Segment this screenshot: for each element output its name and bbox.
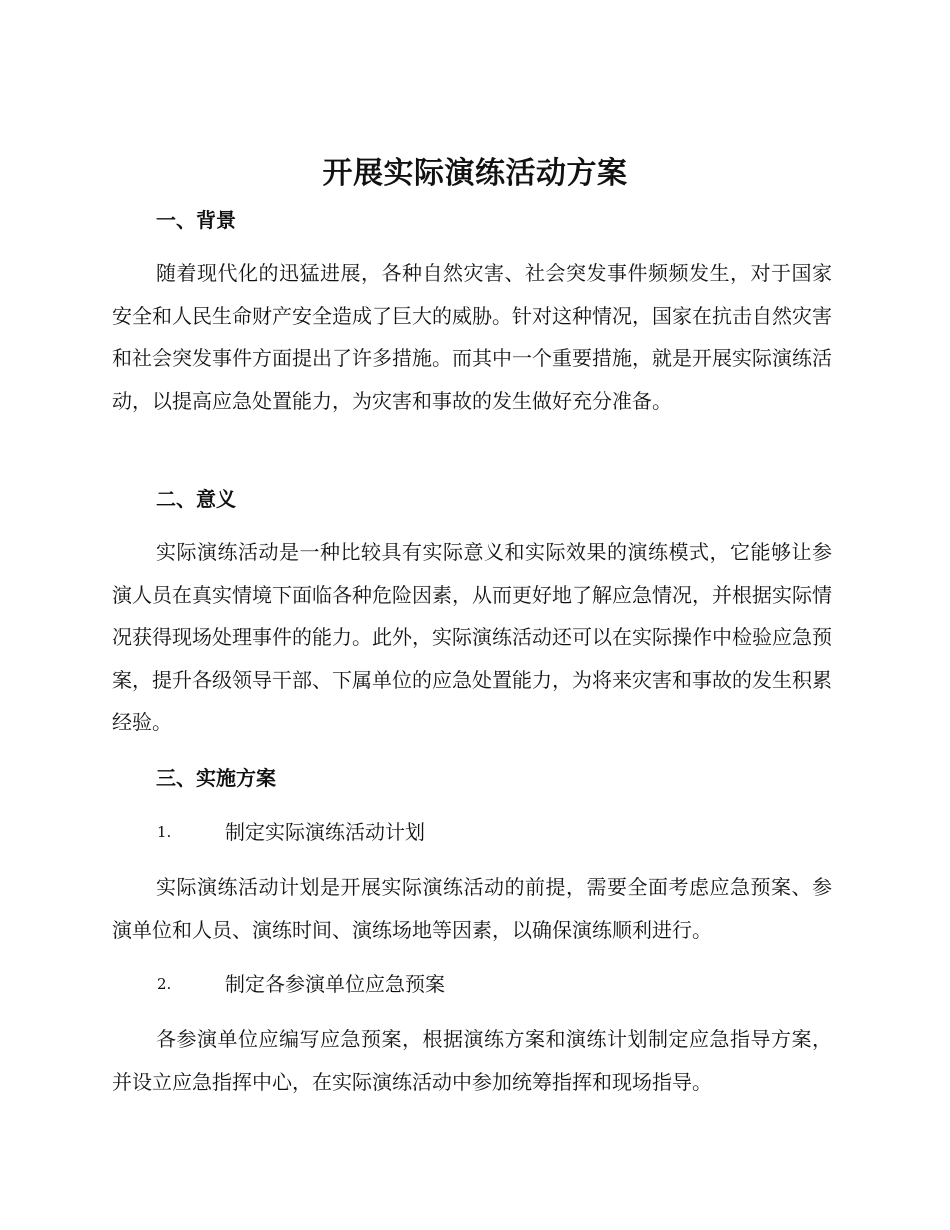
significance-paragraph: 实际演练活动是一种比较具有实际意义和实际效果的演练模式，它能够让参演人员在真实情境下面临各种危险因素，从而更好地了解应急情况，并根据实际情况获得现场处理事件的能力。此外，实际演练活动还可以在实际操作中检验应急预案，提升各级领导干部、下属单位的应急处置能力，为将来灾害和事故的发生积累经验。 bbox=[112, 540, 832, 734]
emergency-plan-paragraph: 各参演单位应编写应急预案，根据演练方案和演练计划制定应急指导方案，并设立应急指挥中心，在实际演练活动中参加统筹指挥和现场指导。 bbox=[112, 1027, 832, 1094]
document-title: 开展实际演练活动方案 bbox=[322, 156, 628, 191]
list-item-title: 制定各参演单位应急预案 bbox=[225, 972, 445, 996]
list-item-2 bbox=[157, 969, 445, 999]
section-heading-implementation: 三、实施方案 bbox=[156, 766, 276, 790]
list-item-title: 制定实际演练活动计划 bbox=[225, 820, 425, 844]
section-heading-significance: 二、意义 bbox=[156, 487, 236, 511]
section-heading-background: 一、背景 bbox=[156, 208, 236, 232]
plan-paragraph: 实际演练活动计划是开展实际演练活动的前提，需要全面考虑应急预案、参演单位和人员、演练时间、演练场地等因素，以确保演练顺利进行。 bbox=[112, 875, 832, 942]
list-item-number: 2. bbox=[157, 975, 172, 993]
background-paragraph: 随着现代化的迅猛进展，各种自然灾害、社会突发事件频频发生，对于国家安全和人民生命财产安全造成了巨大的威胁。针对这种情况，国家在抗击自然灾害和社会突发事件方面提出了许多措施。而其中一个重要措施，就是开展实际演练活动，以提高应急处置能力，为灾害和事故的发生做好充分准备。 bbox=[112, 261, 832, 413]
list-item-1 bbox=[157, 817, 425, 847]
list-item-number: 1. bbox=[157, 823, 172, 841]
